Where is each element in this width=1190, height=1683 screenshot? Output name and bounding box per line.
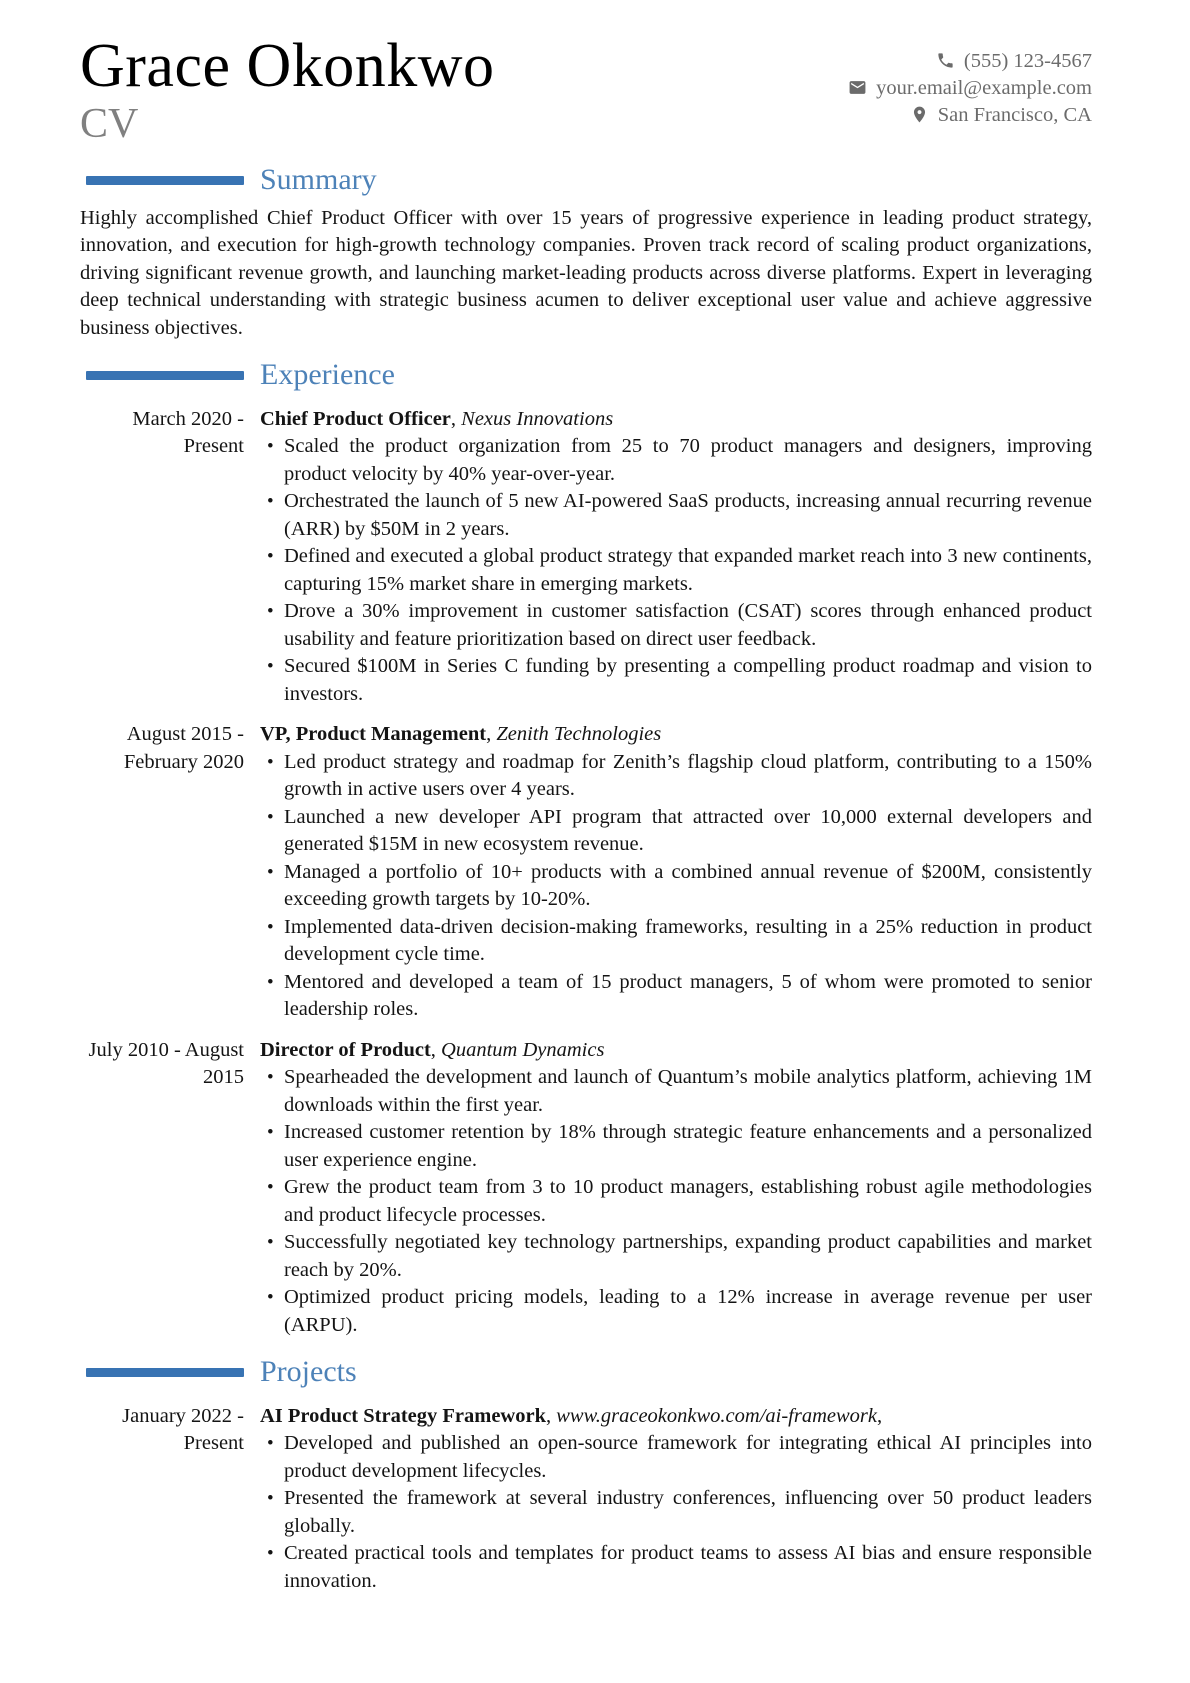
bullet-item: • Grew the product team from 3 to 10 product managers, establishing robust agile methodologies and product lifecycle processes. [260, 1174, 1092, 1229]
experience-entry [80, 1037, 1092, 1340]
experience-entry [80, 721, 1092, 1024]
cv-label: CV [80, 101, 139, 148]
separator: , [486, 723, 492, 746]
entry-date: January 2022 - Present [122, 1404, 244, 1455]
separator: , [430, 1038, 436, 1061]
entry-title-line [260, 721, 1092, 749]
entry-organization: Zenith Technologies [496, 723, 662, 746]
separator: , [546, 1404, 552, 1427]
entry-organization: Nexus Innovations [461, 407, 614, 430]
bullet-item: • Orchestrated the launch of 5 new AI-powered SaaS products, increasing annual recurring revenue (ARR) by $50M in 2 years. [260, 488, 1092, 543]
separator: , [877, 1404, 883, 1427]
entry-date: March 2020 - Present [132, 407, 244, 458]
entry-title: AI Product Strategy Framework [260, 1404, 546, 1427]
section-title-summary: Summary [260, 163, 377, 197]
bullet-item: • Spearheaded the development and launch of Quantum’s mobile analytics platform, achieving 1M downloads within the first year. [260, 1064, 1092, 1119]
section-header-experience [80, 358, 1092, 393]
experience-entry [80, 406, 1092, 709]
phone-icon [936, 51, 955, 70]
section-title-experience: Experience [260, 358, 395, 392]
bullet-item: • Managed a portfolio of 10+ products with a combined annual revenue of $200M, consistently exceeding growth targets by 10-20%. [260, 859, 1092, 914]
bullet-item: • Presented the framework at several industry conferences, influencing over 50 product leaders globally. [260, 1485, 1092, 1540]
bullet-item: • Defined and executed a global product strategy that expanded market reach into 3 new continents, capturing 15% market share in emerging markets. [260, 543, 1092, 598]
section-header-projects [80, 1355, 1092, 1390]
email-icon [848, 78, 867, 97]
location-pin-icon [910, 105, 929, 124]
entry-title-line [260, 1037, 1092, 1065]
entry-title: Chief Product Officer [260, 407, 451, 430]
summary-text: Highly accomplished Chief Product Officer with over 15 years of progressive experience in leading product strategy, innovation, and execution for high-growth technology companies. Proven track record of scaling product organizations, driving significant revenue growth, and launching market-leading products across diverse platforms. Expert in leveraging deep technical understanding with strategic business acumen to deliver exceptional user value and achieve aggressive business objectives. [80, 206, 1092, 339]
entry-title-line [260, 1403, 1092, 1431]
contact-location [848, 102, 1092, 128]
separator: , [450, 407, 457, 430]
bullet-item: • Led product strategy and roadmap for Zenith’s flagship cloud platform, contributing to a 150% growth in active users over 4 years. [260, 749, 1092, 804]
contact-location-text: San Francisco, CA [937, 104, 1092, 126]
bullet-item: • Drove a 30% improvement in customer satisfaction (CSAT) scores through enhanced product usability and feature prioritization based on direct user feedback. [260, 598, 1092, 653]
entry-title: Director of Product [260, 1038, 431, 1061]
bullet-list [260, 1064, 1092, 1339]
section-rubric-bar [86, 371, 244, 380]
contact-email-text: your.email@example.com [876, 77, 1092, 99]
contact-phone [848, 48, 1092, 74]
section-title-projects: Projects [260, 1355, 357, 1389]
contact-phone-text: (555) 123-4567 [963, 50, 1092, 72]
bullet-item: • Optimized product pricing models, leading to a 12% increase in average revenue per user (ARPU). [260, 1284, 1092, 1339]
bullet-item: • Scaled the product organization from 25 to 70 product managers and designers, improving product velocity by 40% year-over-year. [260, 433, 1092, 488]
contact-email [848, 75, 1092, 101]
bullet-item: • Mentored and developed a team of 15 product managers, 5 of whom were promoted to senior leadership roles. [260, 969, 1092, 1024]
header-left [80, 34, 495, 147]
bullet-item: • Created practical tools and templates for product teams to assess AI bias and ensure responsible innovation. [260, 1540, 1092, 1595]
bullet-list [260, 749, 1092, 1024]
section-rubric-bar [86, 176, 244, 185]
bullet-item: • Launched a new developer API program that attracted over 10,000 external developers and generated $15M in new ecosystem revenue. [260, 804, 1092, 859]
entry-organization: Quantum Dynamics [441, 1038, 605, 1061]
bullet-item: • Developed and published an open-source framework for integrating ethical AI principles into product development lifecycles. [260, 1430, 1092, 1485]
bullet-item: • Secured $100M in Series C funding by presenting a compelling product roadmap and vision to investors. [260, 653, 1092, 708]
section-rubric-bar [86, 1368, 244, 1377]
bullet-list [260, 433, 1092, 708]
bullet-item: • Increased customer retention by 18% through strategic feature enhancements and a personalized user experience engine. [260, 1119, 1092, 1174]
bullet-list [260, 1430, 1092, 1595]
candidate-name: Grace Okonkwo [80, 32, 495, 100]
project-entry [80, 1403, 1092, 1596]
section-header-summary [80, 163, 1092, 198]
project-url: www.graceokonkwo.com/ai-framework [556, 1404, 877, 1427]
entry-title: VP, Product Management [260, 723, 487, 746]
header [80, 34, 1092, 147]
bullet-item: • Successfully negotiated key technology partnerships, expanding product capabilities and market reach by 20%. [260, 1229, 1092, 1284]
entry-date: July 2010 - August 2015 [88, 1038, 244, 1089]
entry-date: August 2015 - February 2020 [123, 723, 244, 773]
entry-title-line [260, 406, 1092, 434]
bullet-item: • Implemented data-driven decision-making frameworks, resulting in a 25% reduction in product development cycle time. [260, 914, 1092, 969]
contact-block [848, 34, 1092, 129]
